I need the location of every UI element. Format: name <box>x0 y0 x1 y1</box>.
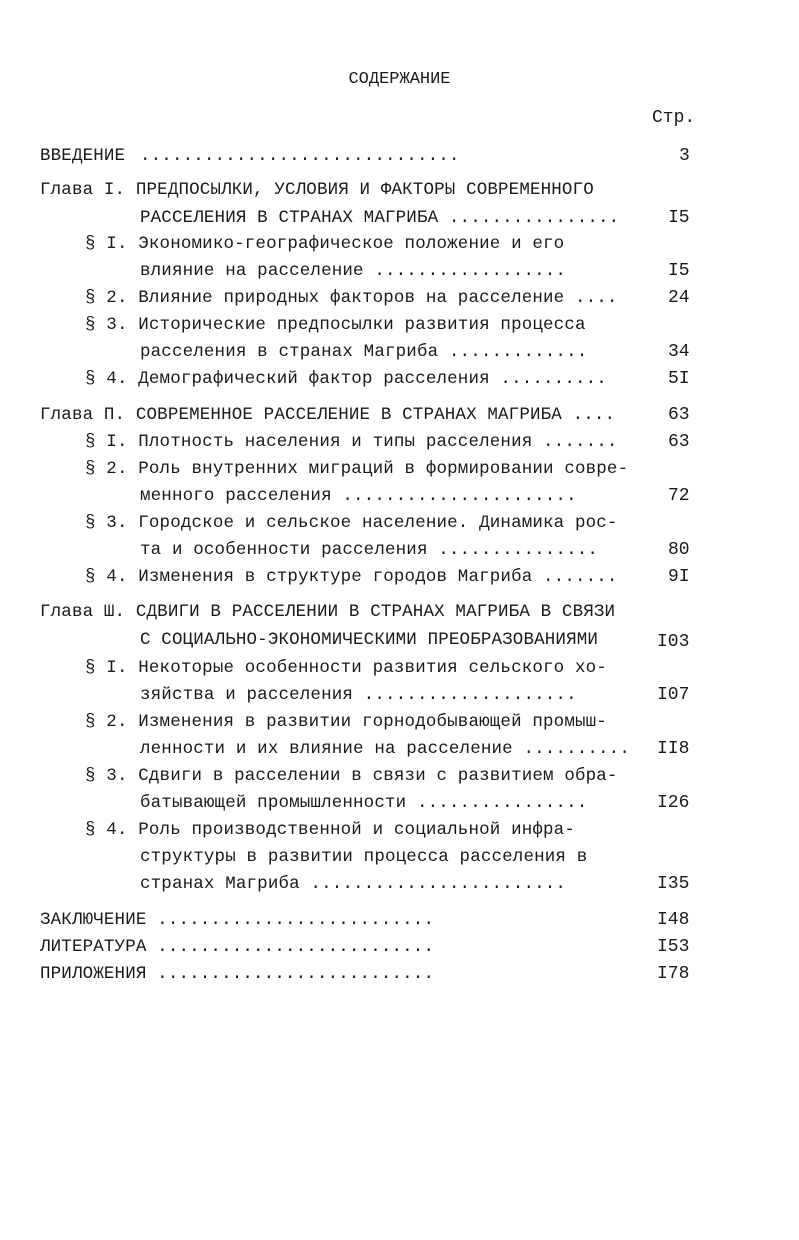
toc-ch1-sec3-line1: § 3. Исторические предпосылки развития процесса <box>85 315 586 335</box>
toc-ch3-sec4-line3: странах Магриба ........................ <box>140 874 567 894</box>
toc-ch2-sec2-page: 72 <box>668 486 690 506</box>
toc-intro-text: ВВЕДЕНИЕ <box>40 146 126 166</box>
toc-chapter3-line2: С СОЦИАЛЬНО-ЭКОНОМИЧЕСКИМИ ПРЕОБРАЗОВАНИЯМИ <box>140 630 599 650</box>
toc-ch1-sec3-line2: расселения в странах Магриба ............. <box>140 342 588 362</box>
toc-ch2-sec2-line1: § 2. Роль внутренних миграций в формировании совре- <box>85 459 629 479</box>
toc-literature-page: I53 <box>657 937 690 957</box>
toc-ch3-sec3-line1: § 3. Сдвиги в расселении в связи с развитием обра- <box>85 766 618 786</box>
toc-ch1-sec2-line1: § 2. Влияние природных факторов на расселение .... <box>85 288 618 308</box>
toc-conclusion-page: I48 <box>657 910 690 930</box>
toc-ch1-sec1-line2: влияние на расселение .................. <box>140 261 567 281</box>
toc-ch1-sec4-page: 5I <box>668 369 690 389</box>
toc-ch1-sec1-line1: § I. Экономико-географическое положение и его <box>85 234 565 254</box>
toc-ch2-sec4-page: 9I <box>668 567 690 587</box>
toc-ch3-sec4-page: I35 <box>657 874 690 894</box>
toc-ch1-sec3-page: 34 <box>668 342 690 362</box>
toc-ch2-sec1-page: 63 <box>668 432 690 452</box>
toc-literature: ЛИТЕРАТУРА .......................... <box>40 937 435 957</box>
toc-ch1-sec2-page: 24 <box>668 288 690 308</box>
toc-ch3-sec1-line2: зяйства и расселения .................... <box>140 685 577 705</box>
page-column-label: Стр. <box>652 108 696 128</box>
toc-appendix-page: I78 <box>657 964 690 984</box>
toc-chapter1-line2: РАССЕЛЕНИЯ В СТРАНАХ МАГРИБА ................ <box>140 208 620 228</box>
toc-ch1-sec4-line1: § 4. Демографический фактор расселения .......... <box>85 369 607 389</box>
toc-ch2-sec3-page: 80 <box>668 540 690 560</box>
toc-ch1-sec1-page: I5 <box>668 261 690 281</box>
toc-ch3-sec3-page: I26 <box>657 793 690 813</box>
toc-chapter1-page: I5 <box>668 208 690 228</box>
toc-intro-dots: .............................. <box>140 146 460 166</box>
toc-ch3-sec1-line1: § I. Некоторые особенности развития сельского хо- <box>85 658 607 678</box>
toc-ch2-sec3-line2: та и особенности расселения ............... <box>140 540 599 560</box>
toc-ch3-sec3-line2: батывающей промышленности ................ <box>140 793 588 813</box>
toc-ch2-sec2-line2: менного расселения ...................... <box>140 486 577 506</box>
toc-ch3-sec2-line1: § 2. Изменения в развитии горнодобывающей промыш- <box>85 712 607 732</box>
toc-chapter3-line1: Глава Ш. СДВИГИ В РАССЕЛЕНИИ В СТРАНАХ МАГРИБА В СВЯЗИ <box>40 602 616 622</box>
toc-ch3-sec1-page: I07 <box>657 685 690 705</box>
toc-ch2-sec1-line1: § I. Плотность населения и типы расселения ....... <box>85 432 618 452</box>
toc-chapter2-page: 63 <box>668 405 690 425</box>
toc-appendix: ПРИЛОЖЕНИЯ .......................... <box>40 964 435 984</box>
toc-ch2-sec3-line1: § 3. Городское и сельское население. Динамика рос- <box>85 513 618 533</box>
toc-chapter1-line1: Глава I. ПРЕДПОСЫЛКИ, УСЛОВИЯ И ФАКТОРЫ СОВРЕМЕННОГО <box>40 180 594 200</box>
toc-conclusion: ЗАКЛЮЧЕНИЕ .......................... <box>40 910 435 930</box>
page-title: СОДЕРЖАНИЕ <box>348 70 451 89</box>
toc-intro-page: 3 <box>679 146 690 166</box>
toc-ch2-sec4-line1: § 4. Изменения в структуре городов Магриба ....... <box>85 567 618 587</box>
toc-ch3-sec4-line2: структуры в развитии процесса расселения в <box>140 847 588 867</box>
toc-chapter3-page: I03 <box>657 632 690 652</box>
toc-ch3-sec2-page: II8 <box>657 739 690 759</box>
toc-ch3-sec2-line2: ленности и их влияние на расселение .......... <box>140 739 630 759</box>
toc-ch3-sec4-line1: § 4. Роль производственной и социальной инфра- <box>85 820 575 840</box>
toc-chapter2-line1: Глава П. СОВРЕМЕННОЕ РАССЕЛЕНИЕ В СТРАНАХ МАГРИБА .... <box>40 405 616 425</box>
